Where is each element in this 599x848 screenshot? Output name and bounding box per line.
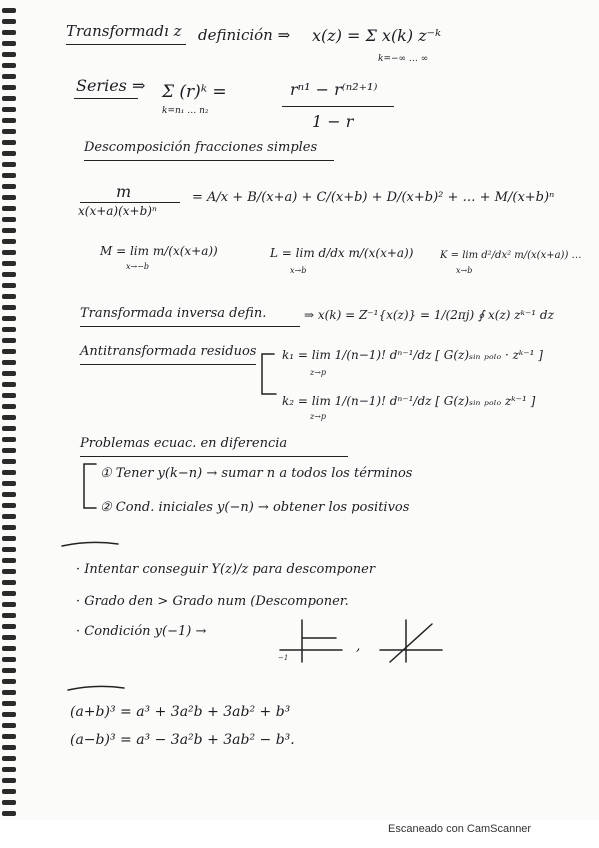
- spiral-ring: [2, 701, 16, 706]
- pf-lhs-numerator: m: [116, 182, 132, 201]
- pf-K-sub: x→b: [456, 266, 473, 275]
- series-label: Series ⇒: [76, 76, 146, 95]
- spiral-ring: [2, 712, 16, 717]
- spiral-ring: [2, 778, 16, 783]
- bracket-arrow-icon: [258, 350, 282, 398]
- list-bracket-icon: [78, 460, 100, 512]
- spiral-ring: [2, 19, 16, 24]
- residue-k2-sub: z→p: [310, 412, 327, 421]
- spiral-ring: [2, 580, 16, 585]
- spiral-ring: [2, 591, 16, 596]
- spiral-ring: [2, 789, 16, 794]
- spiral-ring: [2, 261, 16, 266]
- residue-k1-sub: z→p: [310, 368, 327, 377]
- spiral-ring: [2, 349, 16, 354]
- underline: [80, 326, 300, 327]
- spiral-ring: [2, 327, 16, 332]
- spiral-ring: [2, 503, 16, 508]
- pf-rhs: = A/x + B/(x+a) + C/(x+b) + D/(x+b)² + … + M/(x+b)ⁿ: [192, 190, 555, 205]
- spiral-ring: [2, 338, 16, 343]
- spiral-ring: [2, 8, 16, 13]
- spiral-ring: [2, 74, 16, 79]
- spiral-ring: [2, 470, 16, 475]
- spiral-ring: [2, 668, 16, 673]
- spiral-ring: [2, 690, 16, 695]
- spiral-ring: [2, 481, 16, 486]
- spiral-ring: [2, 294, 16, 299]
- series-numerator: rⁿ¹ − r⁽ⁿ²⁺¹⁾: [290, 80, 378, 99]
- spiral-ring: [2, 371, 16, 376]
- spiral-ring: [2, 85, 16, 90]
- pf-L-sub: x→b: [290, 266, 307, 275]
- spiral-ring: [2, 745, 16, 750]
- spiral-ring: [2, 679, 16, 684]
- spiral-ring: [2, 811, 16, 816]
- spiral-ring: [2, 734, 16, 739]
- spiral-ring: [2, 140, 16, 145]
- spiral-ring: [2, 536, 16, 541]
- diff-item-2: ② Cond. iniciales y(−n) → obtener los positivos: [100, 500, 410, 515]
- spiral-ring: [2, 129, 16, 134]
- series-formula: Σ (r)ᵏ =: [162, 82, 227, 102]
- underline: [66, 44, 186, 45]
- spiral-ring: [2, 382, 16, 387]
- axis-sketch-right: [376, 616, 446, 666]
- spiral-ring: [2, 459, 16, 464]
- spiral-ring: [2, 657, 16, 662]
- divider-stroke: [60, 540, 120, 550]
- spiral-ring: [2, 767, 16, 772]
- difference-title: Problemas ecuac. en diferencia: [80, 436, 288, 451]
- spiral-ring: [2, 646, 16, 651]
- spiral-ring: [2, 63, 16, 68]
- pf-lhs-denominator: x(x+a)(x+b)ⁿ: [78, 204, 157, 218]
- spiral-ring: [2, 415, 16, 420]
- z-def-formula: x(z) = Σ x(k) z⁻ᵏ: [312, 26, 441, 45]
- spiral-ring: [2, 184, 16, 189]
- cube-sum: (a+b)³ = a³ + 3a²b + 3ab² + b³: [70, 704, 291, 720]
- spiral-ring: [2, 151, 16, 156]
- fraction-bar: [80, 202, 180, 203]
- spiral-ring: [2, 514, 16, 519]
- fraction-bar: [282, 106, 394, 107]
- underline: [84, 160, 334, 161]
- underline: [80, 456, 348, 457]
- z-def-label: definición ⇒: [198, 26, 291, 44]
- cube-diff: (a−b)³ = a³ − 3a²b + 3ab² − b³.: [70, 732, 295, 748]
- spiral-ring: [2, 437, 16, 442]
- axis-label: −1: [278, 654, 289, 662]
- spiral-ring: [2, 96, 16, 101]
- spiral-ring: [2, 195, 16, 200]
- spiral-ring: [2, 613, 16, 618]
- inverse-formula: ⇒ x(k) = Z⁻¹{x(z)} = 1/(2πj) ∮ x(z) zᵏ⁻¹ dz: [304, 308, 554, 322]
- spiral-ring: [2, 30, 16, 35]
- spiral-ring: [2, 602, 16, 607]
- tip-3: · Condición y(−1) →: [76, 624, 207, 639]
- spiral-ring: [2, 756, 16, 761]
- spiral-ring: [2, 239, 16, 244]
- diff-item-1: ① Tener y(k−n) → sumar n a todos los términos: [100, 466, 413, 481]
- spiral-ring: [2, 107, 16, 112]
- spiral-ring: [2, 558, 16, 563]
- spiral-ring: [2, 393, 16, 398]
- spiral-ring: [2, 217, 16, 222]
- separator-comma: ,: [356, 638, 361, 654]
- spiral-ring: [2, 118, 16, 123]
- tip-2: · Grado den > Grado num (Descomponer.: [76, 594, 349, 609]
- underline: [80, 364, 256, 365]
- scanner-watermark: Escaneado con CamScanner: [388, 823, 532, 835]
- spiral-ring: [2, 426, 16, 431]
- spiral-ring: [2, 173, 16, 178]
- spiral-ring: [2, 41, 16, 46]
- series-denominator: 1 − r: [312, 112, 354, 131]
- z-def-title: Transformadı z: [66, 22, 182, 40]
- spiral-ring: [2, 316, 16, 321]
- spiral-binding: [0, 0, 22, 820]
- spiral-ring: [2, 723, 16, 728]
- divider-stroke: [66, 684, 126, 694]
- pf-M-sub: x→−b: [126, 262, 150, 271]
- spiral-ring: [2, 448, 16, 453]
- spiral-ring: [2, 624, 16, 629]
- underline: [74, 98, 138, 99]
- spiral-ring: [2, 800, 16, 805]
- spiral-ring: [2, 635, 16, 640]
- z-def-limits: k=−∞ … ∞: [378, 54, 429, 64]
- spiral-ring: [2, 283, 16, 288]
- pf-K: K = lim d²/dx² m/(x(x+a)) …: [440, 250, 582, 261]
- spiral-ring: [2, 228, 16, 233]
- series-limits: k=n₁ … n₂: [162, 106, 209, 116]
- spiral-ring: [2, 404, 16, 409]
- spiral-ring: [2, 206, 16, 211]
- spiral-ring: [2, 250, 16, 255]
- spiral-ring: [2, 360, 16, 365]
- spiral-ring: [2, 547, 16, 552]
- spiral-ring: [2, 569, 16, 574]
- pf-L: L = lim d/dx m/(x(x+a)): [270, 246, 414, 260]
- spiral-ring: [2, 525, 16, 530]
- spiral-ring: [2, 272, 16, 277]
- spiral-ring: [2, 492, 16, 497]
- spiral-ring: [2, 305, 16, 310]
- residue-k2: k₂ = lim 1/(n−1)! dⁿ⁻¹/dz [ G(z)ₛᵢₙ ₚₒₗₒ zᵏ⁻¹ ]: [282, 394, 536, 408]
- spiral-ring: [2, 52, 16, 57]
- pf-M: M = lim m/(x(x+a)): [100, 244, 218, 258]
- inverse-title: Transformada inversa defin.: [80, 306, 267, 321]
- tip-1: · Intentar conseguir Y(z)/z para descomponer: [76, 562, 376, 577]
- residues-title: Antitransformada residuos: [80, 344, 257, 359]
- residue-k1: k₁ = lim 1/(n−1)! dⁿ⁻¹/dz [ G(z)ₛᵢₙ ₚₒₗₒ · zᵏ⁻¹ ]: [282, 348, 543, 362]
- partial-fractions-title: Descomposición fracciones simples: [84, 140, 318, 155]
- spiral-ring: [2, 162, 16, 167]
